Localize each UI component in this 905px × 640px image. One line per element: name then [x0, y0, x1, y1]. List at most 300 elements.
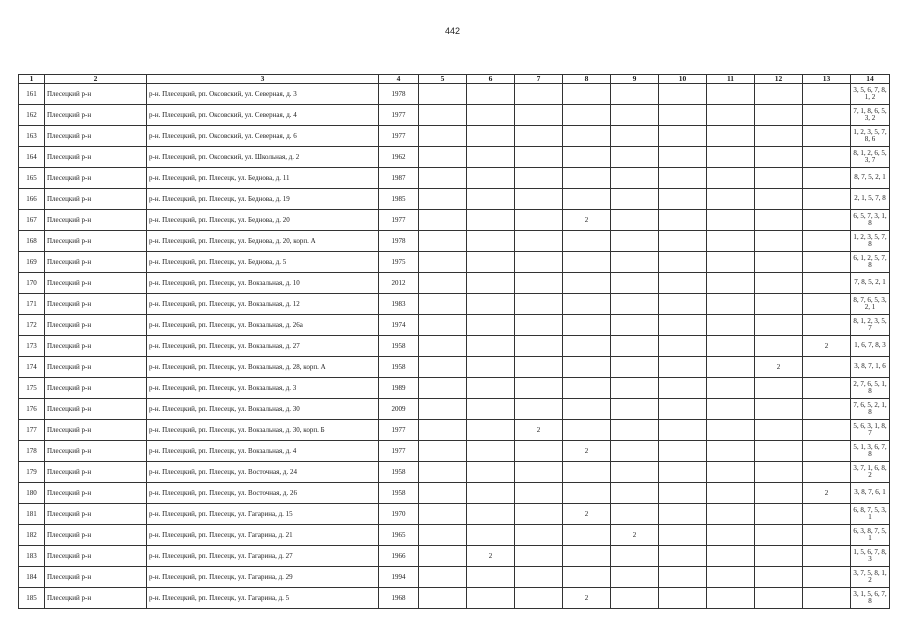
cell-col-13: [803, 441, 851, 462]
table-row: [19, 399, 890, 420]
cell-col-10: [659, 315, 707, 336]
cell-col-8: [563, 294, 611, 315]
table-row: [19, 441, 890, 462]
cell-col-14: 6, 8, 7, 5, 3, 1: [851, 504, 890, 525]
cell-col-7: [515, 210, 563, 231]
cell-col-13: [803, 84, 851, 105]
cell-address: р-н. Плесецкий, рп. Оксовский, ул. Северная, д. 6: [147, 126, 379, 147]
cell-col-5: [419, 378, 467, 399]
column-header: 10: [659, 75, 707, 84]
cell-year: 1965: [379, 525, 419, 546]
cell-col-12: [755, 189, 803, 210]
header-row: [19, 75, 890, 84]
cell-col-9: [611, 126, 659, 147]
cell-col-5: [419, 210, 467, 231]
cell-col-8: [563, 399, 611, 420]
cell-col-10: [659, 126, 707, 147]
cell-col-9: 2: [611, 525, 659, 546]
table-row: [19, 126, 890, 147]
cell-col-13: [803, 189, 851, 210]
cell-row-number: 165: [19, 168, 45, 189]
cell-district: Плесецкий р-н: [45, 147, 147, 168]
cell-col-12: [755, 315, 803, 336]
cell-col-13: [803, 294, 851, 315]
cell-col-13: [803, 504, 851, 525]
table-row: [19, 105, 890, 126]
column-header: 5: [419, 75, 467, 84]
cell-district: Плесецкий р-н: [45, 441, 147, 462]
column-header: 9: [611, 75, 659, 84]
table-row: [19, 210, 890, 231]
cell-col-6: [467, 210, 515, 231]
cell-col-11: [707, 441, 755, 462]
table-row: [19, 504, 890, 525]
column-header: 3: [147, 75, 379, 84]
cell-district: Плесецкий р-н: [45, 420, 147, 441]
cell-col-8: [563, 189, 611, 210]
cell-address: р-н. Плесецкий, рп. Плесецк, ул. Беднова, д. 20, корп. А: [147, 231, 379, 252]
cell-year: 1977: [379, 420, 419, 441]
table-row: [19, 483, 890, 504]
cell-row-number: 177: [19, 420, 45, 441]
cell-address: р-н. Плесецкий, рп. Плесецк, ул. Беднова, д. 19: [147, 189, 379, 210]
cell-col-5: [419, 189, 467, 210]
cell-col-13: [803, 399, 851, 420]
cell-year: 1968: [379, 588, 419, 609]
cell-col-9: [611, 168, 659, 189]
cell-col-7: [515, 189, 563, 210]
cell-col-6: [467, 525, 515, 546]
cell-address: р-н. Плесецкий, рп. Плесецк, ул. Восточная, д. 24: [147, 462, 379, 483]
cell-col-6: [467, 462, 515, 483]
cell-district: Плесецкий р-н: [45, 273, 147, 294]
cell-year: 1977: [379, 210, 419, 231]
cell-district: Плесецкий р-н: [45, 567, 147, 588]
cell-col-6: 2: [467, 546, 515, 567]
cell-year: 1958: [379, 357, 419, 378]
cell-row-number: 175: [19, 378, 45, 399]
column-header: 7: [515, 75, 563, 84]
cell-col-7: [515, 441, 563, 462]
cell-row-number: 176: [19, 399, 45, 420]
cell-district: Плесецкий р-н: [45, 504, 147, 525]
cell-col-12: [755, 525, 803, 546]
cell-district: Плесецкий р-н: [45, 483, 147, 504]
cell-col-11: [707, 357, 755, 378]
cell-col-6: [467, 273, 515, 294]
cell-district: Плесецкий р-н: [45, 315, 147, 336]
cell-col-11: [707, 567, 755, 588]
table-row: [19, 336, 890, 357]
cell-col-14: 8, 1, 2, 3, 5, 7: [851, 315, 890, 336]
cell-col-12: [755, 105, 803, 126]
column-header: 12: [755, 75, 803, 84]
cell-col-7: [515, 273, 563, 294]
cell-col-5: [419, 483, 467, 504]
cell-col-8: 2: [563, 588, 611, 609]
cell-district: Плесецкий р-н: [45, 588, 147, 609]
cell-col-5: [419, 567, 467, 588]
cell-col-6: [467, 168, 515, 189]
cell-row-number: 185: [19, 588, 45, 609]
cell-col-13: [803, 126, 851, 147]
cell-col-7: [515, 315, 563, 336]
cell-row-number: 162: [19, 105, 45, 126]
cell-row-number: 172: [19, 315, 45, 336]
cell-row-number: 178: [19, 441, 45, 462]
cell-year: 1978: [379, 84, 419, 105]
cell-col-5: [419, 294, 467, 315]
cell-row-number: 164: [19, 147, 45, 168]
cell-col-8: [563, 315, 611, 336]
cell-col-14: 1, 2, 3, 5, 7, 8: [851, 231, 890, 252]
cell-address: р-н. Плесецкий, рп. Плесецк, ул. Вокзальная, д. 3: [147, 378, 379, 399]
cell-col-13: [803, 210, 851, 231]
cell-col-5: [419, 336, 467, 357]
cell-address: р-н. Плесецкий, рп. Плесецк, ул. Вокзальная, д. 10: [147, 273, 379, 294]
cell-year: 1962: [379, 147, 419, 168]
table-row: [19, 357, 890, 378]
cell-col-14: 7, 6, 5, 2, 1, 8: [851, 399, 890, 420]
cell-col-14: 3, 8, 7, 6, 1: [851, 483, 890, 504]
cell-col-12: [755, 588, 803, 609]
cell-col-9: [611, 294, 659, 315]
cell-col-14: 5, 1, 3, 6, 7, 8: [851, 441, 890, 462]
cell-col-11: [707, 420, 755, 441]
cell-col-10: [659, 525, 707, 546]
cell-row-number: 161: [19, 84, 45, 105]
cell-col-6: [467, 483, 515, 504]
cell-col-6: [467, 147, 515, 168]
cell-col-14: 7, 8, 5, 2, 1: [851, 273, 890, 294]
cell-col-10: [659, 441, 707, 462]
cell-col-7: [515, 567, 563, 588]
cell-col-13: [803, 315, 851, 336]
cell-col-12: [755, 210, 803, 231]
cell-col-8: [563, 378, 611, 399]
cell-col-12: [755, 504, 803, 525]
cell-district: Плесецкий р-н: [45, 357, 147, 378]
cell-col-7: [515, 252, 563, 273]
cell-col-10: [659, 84, 707, 105]
cell-row-number: 168: [19, 231, 45, 252]
cell-address: р-н. Плесецкий, рп. Плесецк, ул. Гагарина, д. 27: [147, 546, 379, 567]
page-number: 442: [444, 26, 461, 36]
cell-col-5: [419, 315, 467, 336]
cell-col-12: [755, 126, 803, 147]
cell-col-8: [563, 273, 611, 294]
cell-col-7: [515, 231, 563, 252]
column-header: 4: [379, 75, 419, 84]
cell-col-14: 1, 6, 7, 8, 3: [851, 336, 890, 357]
cell-col-10: [659, 273, 707, 294]
cell-col-5: [419, 357, 467, 378]
cell-col-9: [611, 189, 659, 210]
cell-col-11: [707, 588, 755, 609]
cell-col-10: [659, 105, 707, 126]
table-row: [19, 168, 890, 189]
cell-year: 1958: [379, 336, 419, 357]
cell-district: Плесецкий р-н: [45, 525, 147, 546]
cell-col-5: [419, 84, 467, 105]
table-row: [19, 231, 890, 252]
cell-col-11: [707, 294, 755, 315]
cell-col-6: [467, 399, 515, 420]
cell-district: Плесецкий р-н: [45, 336, 147, 357]
cell-col-13: [803, 588, 851, 609]
cell-col-10: [659, 567, 707, 588]
cell-col-6: [467, 357, 515, 378]
cell-year: 1970: [379, 504, 419, 525]
cell-year: 1977: [379, 105, 419, 126]
cell-col-13: [803, 525, 851, 546]
cell-col-13: [803, 273, 851, 294]
cell-col-7: [515, 105, 563, 126]
cell-col-8: [563, 147, 611, 168]
cell-district: Плесецкий р-н: [45, 126, 147, 147]
cell-col-9: [611, 462, 659, 483]
cell-col-10: [659, 378, 707, 399]
cell-col-8: [563, 126, 611, 147]
cell-col-14: 8, 1, 2, 6, 5, 3, 7: [851, 147, 890, 168]
cell-col-10: [659, 588, 707, 609]
column-header: 14: [851, 75, 890, 84]
cell-year: 1987: [379, 168, 419, 189]
cell-col-13: [803, 420, 851, 441]
cell-col-6: [467, 294, 515, 315]
cell-col-10: [659, 336, 707, 357]
cell-address: р-н. Плесецкий, рп. Плесецк, ул. Гагарина, д. 15: [147, 504, 379, 525]
cell-col-6: [467, 567, 515, 588]
cell-col-5: [419, 546, 467, 567]
table-row: [19, 420, 890, 441]
cell-col-8: [563, 84, 611, 105]
cell-col-10: [659, 399, 707, 420]
cell-col-10: [659, 504, 707, 525]
cell-col-11: [707, 126, 755, 147]
cell-district: Плесецкий р-н: [45, 168, 147, 189]
cell-col-11: [707, 336, 755, 357]
cell-col-14: 8, 7, 5, 2, 1: [851, 168, 890, 189]
cell-col-11: [707, 525, 755, 546]
cell-row-number: 166: [19, 189, 45, 210]
cell-address: р-н. Плесецкий, рп. Плесецк, ул. Вокзальная, д. 28, корп. А: [147, 357, 379, 378]
column-header: 11: [707, 75, 755, 84]
cell-col-9: [611, 336, 659, 357]
cell-col-5: [419, 273, 467, 294]
cell-col-14: 8, 7, 6, 5, 3, 2, 1: [851, 294, 890, 315]
cell-col-6: [467, 315, 515, 336]
cell-address: р-н. Плесецкий, рп. Плесецк, ул. Вокзальная, д. 30: [147, 399, 379, 420]
cell-district: Плесецкий р-н: [45, 231, 147, 252]
cell-year: 1975: [379, 252, 419, 273]
cell-row-number: 179: [19, 462, 45, 483]
cell-row-number: 183: [19, 546, 45, 567]
cell-col-12: [755, 336, 803, 357]
cell-col-8: [563, 525, 611, 546]
cell-row-number: 180: [19, 483, 45, 504]
table-row: [19, 273, 890, 294]
cell-col-5: [419, 504, 467, 525]
cell-col-11: [707, 105, 755, 126]
cell-col-13: [803, 462, 851, 483]
cell-col-10: [659, 252, 707, 273]
cell-col-8: [563, 567, 611, 588]
cell-col-12: 2: [755, 357, 803, 378]
cell-col-5: [419, 231, 467, 252]
cell-col-9: [611, 231, 659, 252]
cell-col-6: [467, 420, 515, 441]
cell-col-12: [755, 84, 803, 105]
table-row: [19, 189, 890, 210]
cell-col-7: [515, 462, 563, 483]
cell-col-13: [803, 378, 851, 399]
cell-col-7: [515, 588, 563, 609]
cell-col-14: 3, 7, 1, 6, 8, 2: [851, 462, 890, 483]
cell-year: 2012: [379, 273, 419, 294]
cell-col-14: 2, 1, 5, 7, 8: [851, 189, 890, 210]
cell-address: р-н. Плесецкий, рп. Плесецк, ул. Вокзальная, д. 26а: [147, 315, 379, 336]
cell-year: 1977: [379, 126, 419, 147]
cell-district: Плесецкий р-н: [45, 294, 147, 315]
cell-col-13: [803, 105, 851, 126]
column-header: 2: [45, 75, 147, 84]
cell-year: 1983: [379, 294, 419, 315]
cell-col-10: [659, 546, 707, 567]
cell-col-8: 2: [563, 441, 611, 462]
cell-col-5: [419, 168, 467, 189]
cell-row-number: 167: [19, 210, 45, 231]
cell-address: р-н. Плесецкий, рп. Оксовский, ул. Северная, д. 4: [147, 105, 379, 126]
cell-col-11: [707, 462, 755, 483]
cell-col-12: [755, 546, 803, 567]
cell-col-11: [707, 483, 755, 504]
cell-col-7: [515, 504, 563, 525]
table-row: [19, 588, 890, 609]
cell-col-7: [515, 525, 563, 546]
cell-col-9: [611, 504, 659, 525]
cell-address: р-н. Плесецкий, рп. Плесецк, ул. Вокзальная, д. 30, корп. Б: [147, 420, 379, 441]
cell-address: р-н. Плесецкий, рп. Оксовский, ул. Северная, д. 3: [147, 84, 379, 105]
column-header: 8: [563, 75, 611, 84]
cell-col-8: [563, 336, 611, 357]
cell-col-11: [707, 84, 755, 105]
cell-col-8: [563, 420, 611, 441]
cell-address: р-н. Плесецкий, рп. Плесецк, ул. Гагарина, д. 21: [147, 525, 379, 546]
cell-col-9: [611, 588, 659, 609]
cell-col-7: [515, 294, 563, 315]
cell-col-6: [467, 252, 515, 273]
cell-col-11: [707, 399, 755, 420]
cell-col-8: 2: [563, 504, 611, 525]
cell-col-7: [515, 126, 563, 147]
cell-district: Плесецкий р-н: [45, 462, 147, 483]
cell-col-6: [467, 504, 515, 525]
cell-district: Плесецкий р-н: [45, 105, 147, 126]
table-row: [19, 462, 890, 483]
cell-col-12: [755, 399, 803, 420]
cell-col-8: [563, 168, 611, 189]
cell-col-7: [515, 399, 563, 420]
cell-col-5: [419, 126, 467, 147]
cell-col-5: [419, 441, 467, 462]
cell-col-13: [803, 546, 851, 567]
table-row: [19, 525, 890, 546]
cell-col-6: [467, 105, 515, 126]
cell-address: р-н. Плесецкий, рп. Плесецк, ул. Беднова, д. 20: [147, 210, 379, 231]
cell-col-9: [611, 105, 659, 126]
cell-district: Плесецкий р-н: [45, 399, 147, 420]
cell-district: Плесецкий р-н: [45, 252, 147, 273]
cell-col-7: 2: [515, 420, 563, 441]
cell-year: 1977: [379, 441, 419, 462]
cell-year: 1978: [379, 231, 419, 252]
cell-col-8: [563, 105, 611, 126]
cell-col-11: [707, 189, 755, 210]
table-row: [19, 294, 890, 315]
cell-col-7: [515, 546, 563, 567]
cell-year: 1958: [379, 462, 419, 483]
data-table: [18, 74, 890, 609]
cell-address: р-н. Плесецкий, рп. Плесецк, ул. Вокзальная, д. 12: [147, 294, 379, 315]
cell-col-12: [755, 252, 803, 273]
cell-district: Плесецкий р-н: [45, 189, 147, 210]
cell-col-9: [611, 273, 659, 294]
cell-col-9: [611, 378, 659, 399]
cell-col-13: [803, 252, 851, 273]
cell-district: Плесецкий р-н: [45, 84, 147, 105]
table-row: [19, 315, 890, 336]
cell-col-14: 6, 5, 7, 3, 1, 8: [851, 210, 890, 231]
column-header: 1: [19, 75, 45, 84]
cell-col-7: [515, 357, 563, 378]
cell-col-9: [611, 399, 659, 420]
cell-year: 1974: [379, 315, 419, 336]
cell-address: р-н. Плесецкий, рп. Плесецк, ул. Гагарина, д. 5: [147, 588, 379, 609]
table-row: [19, 567, 890, 588]
cell-col-14: 3, 7, 5, 8, 1, 2: [851, 567, 890, 588]
cell-row-number: 173: [19, 336, 45, 357]
cell-col-12: [755, 147, 803, 168]
cell-year: 1989: [379, 378, 419, 399]
cell-col-10: [659, 189, 707, 210]
cell-col-10: [659, 483, 707, 504]
cell-col-6: [467, 84, 515, 105]
cell-col-10: [659, 231, 707, 252]
cell-col-9: [611, 420, 659, 441]
cell-address: р-н. Плесецкий, рп. Плесецк, ул. Вокзальная, д. 27: [147, 336, 379, 357]
cell-col-12: [755, 483, 803, 504]
cell-col-14: 3, 5, 6, 7, 8, 1, 2: [851, 84, 890, 105]
cell-col-11: [707, 210, 755, 231]
cell-col-10: [659, 294, 707, 315]
cell-col-12: [755, 294, 803, 315]
cell-col-9: [611, 357, 659, 378]
cell-col-12: [755, 168, 803, 189]
cell-col-10: [659, 210, 707, 231]
cell-col-14: 7, 1, 8, 6, 5, 3, 2: [851, 105, 890, 126]
cell-col-12: [755, 441, 803, 462]
cell-address: р-н. Плесецкий, рп. Оксовский, ул. Школьная, д. 2: [147, 147, 379, 168]
cell-row-number: 169: [19, 252, 45, 273]
cell-col-11: [707, 168, 755, 189]
table-row: [19, 252, 890, 273]
cell-col-8: [563, 252, 611, 273]
cell-col-11: [707, 504, 755, 525]
cell-col-7: [515, 483, 563, 504]
cell-col-6: [467, 189, 515, 210]
cell-col-11: [707, 231, 755, 252]
